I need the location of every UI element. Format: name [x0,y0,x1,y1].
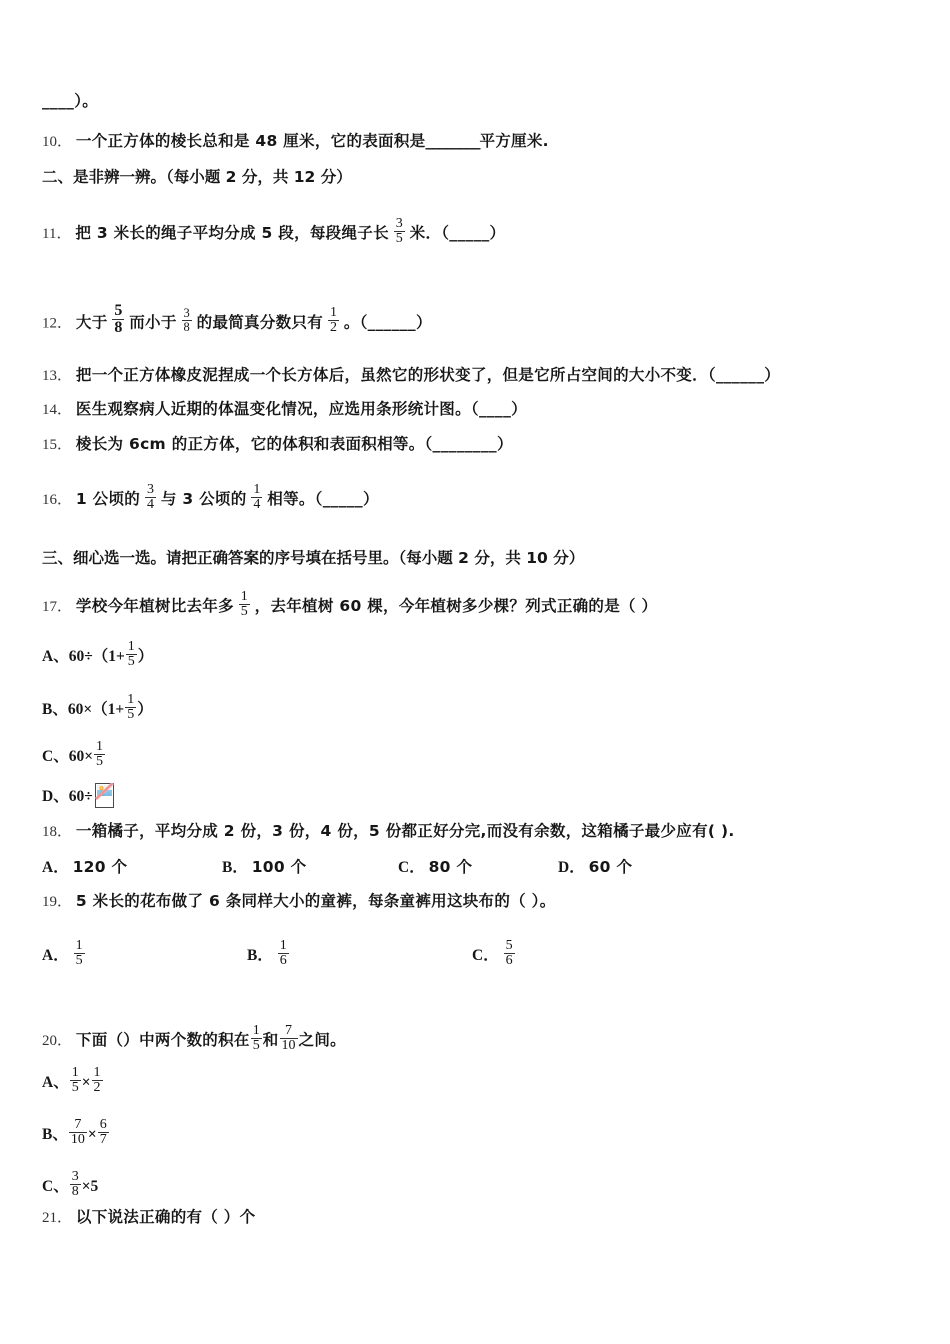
option-fraction [125,693,136,722]
fraction-denominator: 4 [253,497,261,512]
fraction-denominator: 8 [114,319,123,336]
option-fraction-2 [92,1066,103,1095]
question-19-number: 19． [42,894,73,910]
question-10-number: 10． [42,134,73,150]
question-17-part2[interactable]: ，去年植树 60 棵，今年植树多少棵？列式正确的是（ ） [254,597,658,616]
fraction-denominator: 10 [281,1038,296,1053]
question-20-option-a[interactable] [42,1065,104,1097]
option-fraction [94,740,105,769]
question-13-text[interactable]: 把一个正方体橡皮泥捏成一个长方体后，虽然它的形状变了，但是它所占空间的大小不变．（______） [75,366,781,384]
fraction-denominator: 5 [96,754,104,769]
fraction-numerator: 7 [285,1023,293,1038]
question-14 [42,402,527,418]
question-17-fraction [239,590,250,619]
fraction-numerator: 1 [71,1065,79,1080]
question-11-fraction [394,217,405,246]
option-label: C、 [42,748,69,766]
question-12-part3: 的最简真分数只有 [196,313,324,332]
question-11 [42,216,506,248]
fraction-numerator: 1 [93,1065,101,1080]
fraction-numerator: 3 [395,216,403,231]
fraction-denominator: 5 [75,953,83,968]
option-expr-pre: 60÷（1+ [68,648,125,666]
question-16 [42,482,379,514]
option-label: C． [472,947,499,965]
fraction-denominator: 5 [71,1080,79,1095]
question-19-option-a[interactable] [42,938,86,970]
option-fraction [278,939,289,968]
question-14-text[interactable]: 医生观察病人近期的体温变化情况，应选用条形统计图。（____） [75,400,527,418]
question-21 [42,1210,255,1226]
question-17-option-a[interactable] [42,639,154,671]
question-16-part1: 1 公顷的 [75,490,141,509]
question-17 [42,589,658,621]
option-text: 100 个 [251,858,307,876]
fraction-denominator: 4 [146,497,154,512]
question-12-fraction-1 [112,303,124,336]
fraction-numerator: 1 [253,482,261,497]
option-label: B． [247,947,273,965]
option-fraction-1 [70,1170,81,1199]
section-three-heading-text: 三、细心选一选。请把正确答案的序号填在括号里。（每小题 2 分，共 10 分） [42,549,585,567]
question-18-number: 18． [42,824,73,840]
question-20-fraction-1 [251,1024,262,1053]
question-16-number: 16． [42,492,73,509]
option-fraction-1 [69,1118,87,1147]
question-13 [42,368,780,384]
fraction-denominator: 10 [70,1132,85,1147]
fraction-numerator: 1 [279,938,287,953]
question-17-part1: 学校今年植树比去年多 [75,597,234,616]
option-fraction [126,640,137,669]
option-text: 60 个 [588,858,633,876]
option-fraction [74,939,85,968]
section-two-heading-text: 二、是非辨一辨。（每小题 2 分，共 12 分） [42,168,352,186]
question-15-text[interactable]: 棱长为 6cm 的正方体，它的体积和表面积相等。（________） [75,435,513,453]
question-13-number: 13． [42,368,73,384]
option-fraction [504,939,515,968]
question-21-number: 21． [42,1210,73,1226]
option-scalar: 5 [90,1178,99,1196]
fraction-numerator: 1 [75,938,83,953]
option-fraction-2 [98,1118,109,1147]
option-expr-post: ） [137,648,154,666]
option-label: D、 [42,788,69,805]
question-12-part4[interactable]: 。（______） [343,313,432,332]
question-17-option-b[interactable] [42,692,153,724]
question-15-number: 15． [42,437,73,453]
question-12-part2: 而小于 [129,313,177,332]
option-text: 120 个 [72,858,128,876]
fraction-numerator: 1 [96,739,104,754]
question-19-option-c[interactable] [472,938,516,970]
option-label: A、 [42,1074,69,1092]
fraction-numerator: 3 [71,1169,79,1184]
question-11-part1: 把 3 米长的绳子平均分成 5 段，每段绳子长 [75,224,389,243]
option-label: C． [398,859,425,876]
question-12 [42,302,432,338]
fraction-numerator: 3 [183,306,190,321]
fraction-numerator: 1 [252,1023,260,1038]
fraction-denominator: 8 [71,1184,79,1199]
fraction-numerator: 6 [99,1117,107,1132]
fraction-denominator: 5 [127,654,135,669]
fraction-denominator: 5 [240,604,248,619]
question-20-part1: 下面（）中两个数的积在 [75,1031,250,1050]
option-expr-pre: 60× [68,748,94,766]
fraction-numerator: 1 [127,639,135,654]
question-16-part3[interactable]: 相等。（_____） [267,490,379,509]
option-label: B、 [42,701,68,719]
option-operator: × [81,1178,91,1196]
option-expr-post: ） [137,701,153,719]
fraction-denominator: 2 [93,1080,101,1095]
question-10-blank[interactable]: ________ [425,132,480,150]
section-three-heading [42,551,584,567]
option-operator: × [81,1074,91,1092]
option-label: B、 [42,1126,68,1144]
question-16-fraction-2 [251,483,262,512]
question-20-part2: 和 [262,1031,279,1050]
fraction-numerator: 5 [114,302,123,319]
question-18-option-d[interactable] [558,860,632,876]
question-21-text[interactable]: 以下说法正确的有（ ）个 [75,1208,256,1226]
fraction-denominator: 5 [252,1038,260,1053]
question-18-option-c[interactable] [398,860,472,876]
option-label: A、 [42,648,69,666]
broken-image-icon [95,783,114,808]
question-11-part2[interactable]: 米．（_____） [409,224,506,243]
question-10-text-after: 平方厘米. [479,132,549,150]
fraction-numerator: 1 [240,589,248,604]
option-expr-pre: 60×（1+ [67,701,125,719]
option-fraction-1 [70,1066,81,1095]
fraction-numerator: 7 [74,1117,82,1132]
fraction-numerator: 1 [127,692,135,707]
question-18-text[interactable]: 一箱橘子，平均分成 2 份，3 份，4 份，5 份都正好分完,而没有余数，这箱橘子最少应有( ). [75,822,735,840]
question-17-number: 17． [42,599,73,616]
question-16-fraction-1 [145,483,156,512]
fraction-denominator: 5 [395,231,403,246]
question-17-option-c[interactable] [42,739,106,771]
question-15 [42,437,513,453]
fraction-denominator: 8 [183,319,190,334]
option-label: B． [222,859,248,876]
option-expr-pre: 60÷ [68,788,93,805]
fraction-numerator: 3 [146,482,154,497]
question-17-option-d[interactable] [42,783,114,808]
question-12-number: 12． [42,315,73,332]
question-12-fraction-2 [182,307,192,333]
option-label: A． [42,859,69,876]
question-18 [42,824,735,840]
question-19-option-b[interactable] [247,938,290,970]
question-20 [42,1023,346,1055]
option-label: C、 [42,1178,69,1196]
question-19 [42,894,556,910]
question-14-number: 14． [42,402,73,418]
option-text: 80 个 [428,858,473,876]
fraction-numerator: 1 [329,305,337,321]
fraction-denominator: 7 [99,1132,107,1147]
question-16-part2: 与 3 公顷的 [160,490,247,509]
fraction-denominator: 2 [329,320,337,336]
question-20-fraction-2 [280,1024,298,1053]
option-operator: × [87,1126,97,1144]
fraction-denominator: 6 [505,953,513,968]
question-20-part3: 之间。 [298,1031,346,1050]
question-20-option-b[interactable] [42,1117,110,1149]
fraction-denominator: 6 [279,953,287,968]
fraction-numerator: 5 [505,938,513,953]
question-12-fraction-3 [328,306,339,335]
question-12-part1: 大于 [75,313,108,332]
question-18-option-b[interactable] [222,860,306,876]
question-10 [42,134,549,150]
question-11-number: 11． [42,226,72,243]
question-19-text[interactable]: 5 米长的花布做了 6 条同样大小的童裤，每条童裤用这块布的（ ）。 [75,892,556,910]
question-10-text: 一个正方体的棱长总和是 48 厘米，它的表面积是 [75,132,426,150]
question-18-option-a[interactable] [42,860,127,876]
question-20-option-c[interactable] [42,1169,99,1201]
fraction-denominator: 5 [127,707,135,722]
option-label: A． [42,947,69,965]
fragment-top-text: ____）。 [42,92,99,110]
section-two-heading [42,170,352,186]
fragment-top-line [42,94,98,110]
question-20-number: 20． [42,1033,73,1050]
option-label: D． [558,859,585,876]
